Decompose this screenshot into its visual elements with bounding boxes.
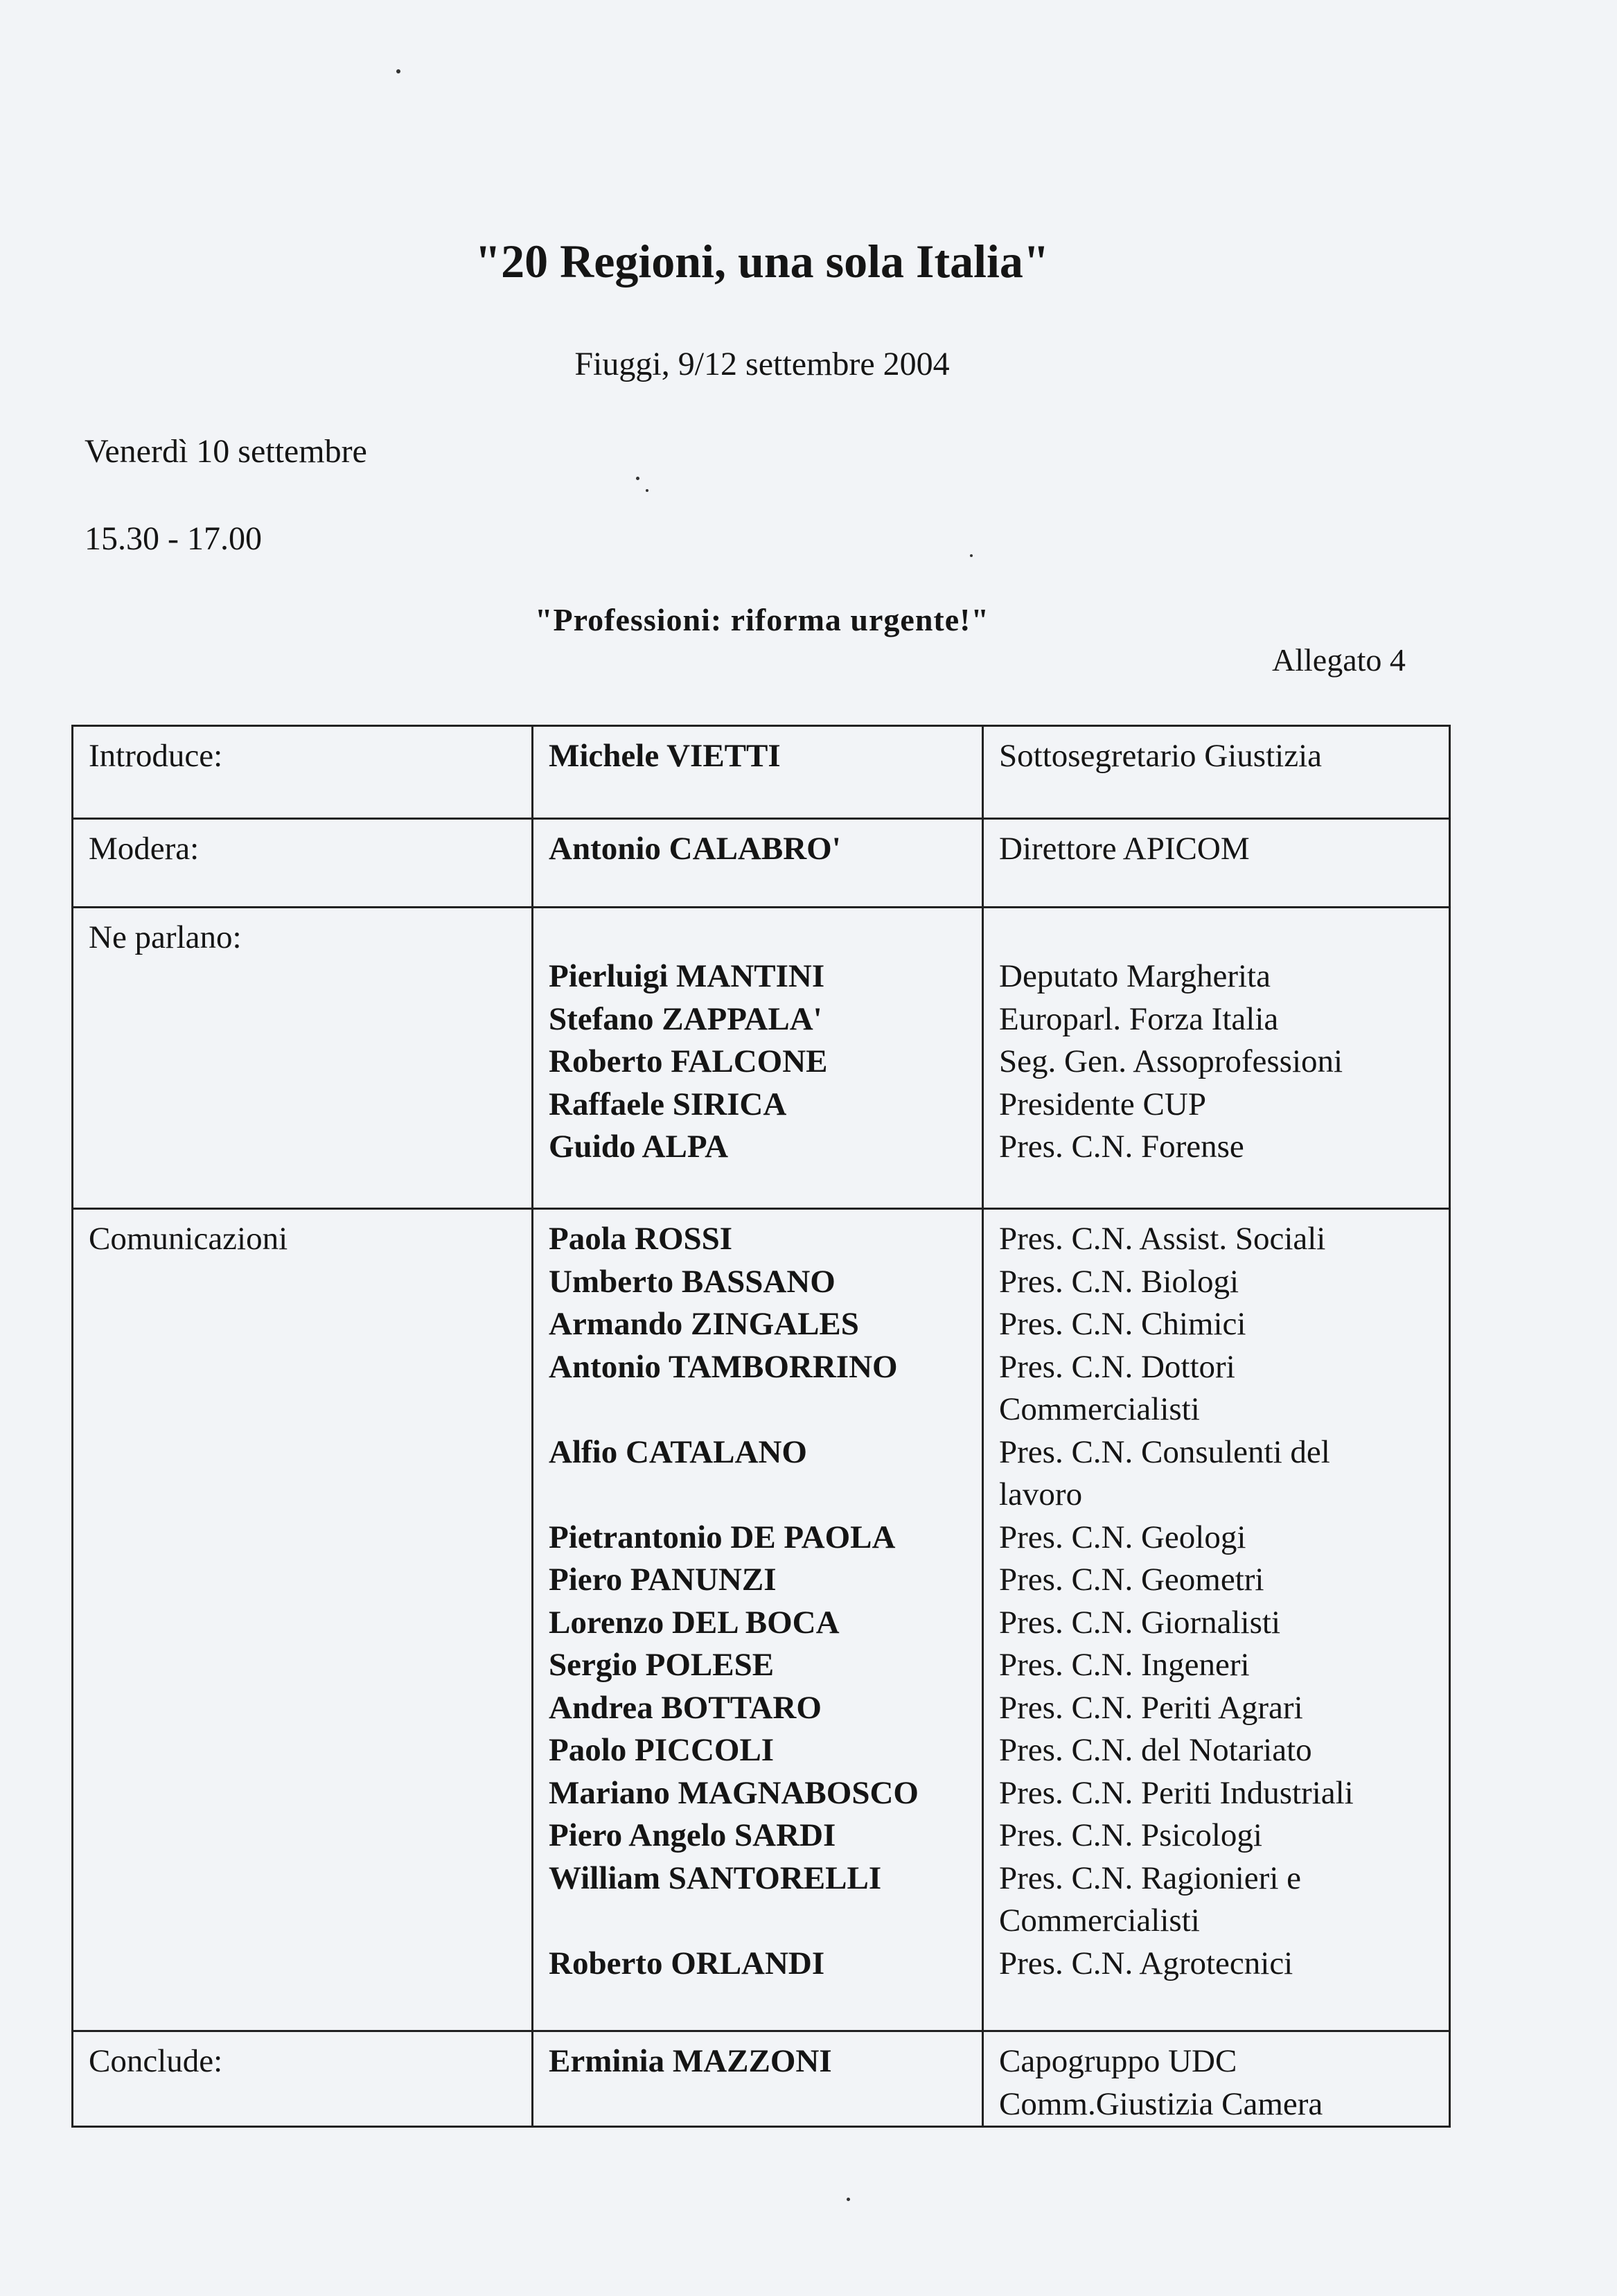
speaker-name: Sergio POLESE xyxy=(549,1647,775,1683)
speaker-name: Piero PANUNZI xyxy=(549,1562,777,1598)
speaker-role: Pres. C.N. Periti Industriali xyxy=(999,1774,1354,1811)
speaker-name: Umberto BASSANO xyxy=(549,1263,836,1300)
speaker-role: Deputato Margherita xyxy=(999,958,1271,994)
table-row-communications xyxy=(73,1209,1450,2031)
speaker-name: Antonio CALABRO' xyxy=(533,819,983,908)
speaker-role: Sottosegretario Giustizia xyxy=(983,726,1450,819)
speaker-role: Europarl. Forza Italia xyxy=(999,1000,1279,1037)
session-day: Venerdì 10 settembre xyxy=(85,433,367,470)
table-row-introduce xyxy=(73,726,1450,819)
speaker-role: Pres. C.N. del Notariato xyxy=(999,1732,1312,1768)
speaker-name: Pierluigi MANTINI xyxy=(549,958,825,994)
speaker-role: Pres. C.N. Forense xyxy=(999,1129,1244,1165)
speaker-roles-cell xyxy=(983,908,1450,1209)
speaker-role: Pres. C.N. Assist. Sociali xyxy=(999,1221,1326,1257)
speaker-name: Paolo PICCOLI xyxy=(549,1732,775,1768)
speaker-name: Alfio CATALANO xyxy=(549,1433,807,1470)
speaker-role: lavoro xyxy=(999,1476,1083,1512)
role-list xyxy=(999,955,1449,1169)
speaker-role: Pres. C.N. Geometri xyxy=(999,1562,1264,1598)
speaker-name: Michele VIETTI xyxy=(533,726,983,819)
table-row-conclusion xyxy=(73,2031,1450,2127)
speaker-role: Seg. Gen. Assoprofessioni xyxy=(999,1043,1343,1079)
speaker-name: Roberto ORLANDI xyxy=(549,1945,825,1981)
event-location-date: Fiuggi, 9/12 settembre 2004 xyxy=(574,346,950,382)
speaker-name: Armando ZINGALES xyxy=(549,1306,859,1342)
table-row-panel xyxy=(73,908,1450,1209)
row-label: Comunicazioni xyxy=(73,1209,533,2031)
row-label: Conclude: xyxy=(73,2031,533,2127)
session-time: 15.30 - 17.00 xyxy=(85,520,262,557)
speaker-name xyxy=(549,1474,982,1517)
speaker-role: Commercialisti xyxy=(999,1902,1200,1939)
speaker-name xyxy=(549,1388,982,1431)
speaker-name: Andrea BOTTARO xyxy=(549,1689,822,1726)
speaker-name: Antonio TAMBORRINO xyxy=(549,1348,898,1385)
speaker-role: Pres. C.N. Chimici xyxy=(999,1306,1246,1342)
speaker-role: Pres. C.N. Psicologi xyxy=(999,1817,1262,1853)
session-title: "Professioni: riforma urgente!" xyxy=(534,602,990,637)
speaker-name: Raffaele SIRICA xyxy=(549,1086,787,1122)
annex-label: Allegato 4 xyxy=(1272,642,1406,678)
scan-speck xyxy=(970,554,973,557)
scan-speck xyxy=(847,2198,850,2201)
speaker-role: Pres. C.N. Periti Agrari xyxy=(999,1689,1303,1726)
speaker-names-cell xyxy=(533,908,983,1209)
speaker-role: Pres. C.N. Consulenti del xyxy=(999,1433,1330,1470)
speaker-name: Mariano MAGNABOSCO xyxy=(549,1774,919,1811)
speaker-name: William SANTORELLI xyxy=(549,1860,882,1896)
speaker-name xyxy=(549,1900,982,1943)
speaker-role: Pres. C.N. Biologi xyxy=(999,1263,1239,1300)
table-row-moderator xyxy=(73,819,1450,908)
speaker-role: Comm.Giustizia Camera xyxy=(999,2085,1323,2122)
speaker-role: Pres. C.N. Ingeneri xyxy=(999,1647,1250,1683)
speaker-role: Presidente CUP xyxy=(999,1086,1206,1122)
speaker-name: Paola ROSSI xyxy=(549,1221,733,1257)
scan-speck xyxy=(636,477,639,480)
speaker-name: Stefano ZAPPALA' xyxy=(549,1000,822,1037)
speaker-role: Pres. C.N. Geologi xyxy=(999,1519,1246,1555)
speaker-role: Capogruppo UDC xyxy=(999,2043,1237,2079)
speaker-name: Lorenzo DEL BOCA xyxy=(549,1604,840,1641)
speaker-roles-cell xyxy=(983,1209,1450,2031)
speaker-role: Pres. C.N. Ragionieri e xyxy=(999,1860,1301,1896)
scan-speck xyxy=(396,69,400,73)
row-label: Modera: xyxy=(73,819,533,908)
event-title: "20 Regioni, una sola Italia" xyxy=(475,235,1050,288)
speaker-role: Pres. C.N. Dottori xyxy=(999,1348,1235,1385)
speaker-role: Pres. C.N. Giornalisti xyxy=(999,1604,1281,1641)
speaker-list xyxy=(549,955,982,1169)
speaker-names-cell xyxy=(533,1209,983,2031)
speaker-name: Pietrantonio DE PAOLA xyxy=(549,1519,896,1555)
speaker-role: Pres. C.N. Agrotecnici xyxy=(999,1945,1293,1981)
speaker-list xyxy=(549,1218,982,1985)
speaker-name: Erminia MAZZONI xyxy=(533,2031,983,2127)
scan-speck xyxy=(646,489,648,492)
speaker-roles-cell xyxy=(983,2031,1450,2127)
role-list xyxy=(999,1218,1449,1985)
speaker-name: Piero Angelo SARDI xyxy=(549,1817,836,1853)
speaker-role: Direttore APICOM xyxy=(983,819,1450,908)
row-label: Introduce: xyxy=(73,726,533,819)
speaker-name: Roberto FALCONE xyxy=(549,1043,828,1079)
program-table xyxy=(71,725,1451,2128)
speaker-name: Guido ALPA xyxy=(549,1129,729,1165)
row-label: Ne parlano: xyxy=(73,908,533,1209)
speaker-role: Commercialisti xyxy=(999,1391,1200,1427)
